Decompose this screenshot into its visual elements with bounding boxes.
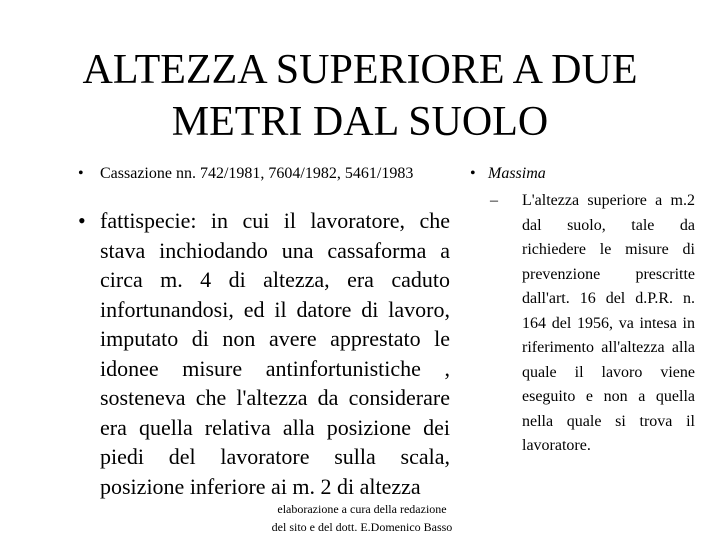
page-title: ALTEZZA SUPERIORE A DUE METRI DAL SUOLO <box>82 47 638 145</box>
facts-text: fattispecie: in cui il lavoratore, che stava inchiodando una cassaforma a circa m. 4 di altezza, era caduto infortunandosi, ed il datore di lavoro, imputato di non avere apprestato le idonee misure antinfortunistiche , sosteneva che l'altezza da considerare era quella relativa alla posizione dei piedi del lavoratore sulla scala, posizione inferiore ai m. 2 di altezza <box>100 208 450 499</box>
massima-item <box>470 189 695 459</box>
massima-text: L'altezza superiore a m.2 dal suolo, tale da richiedere le misure di prevenzione prescritte dall'art. 16 del d.P.R. n. 164 del 1956, va intesa in riferimento all'altezza alla quale il lavoro viene eseguito e non a quella nella quale si trova il lavoratore. <box>522 192 695 454</box>
dash-icon: – <box>490 192 498 209</box>
bullet-icon: • <box>470 165 476 182</box>
bullet-icon: • <box>78 165 84 182</box>
credit-note <box>252 500 472 536</box>
massima-heading <box>470 164 695 184</box>
credit-line-2: del sito e del dott. E.Domenico Basso <box>271 520 453 534</box>
credit-line-1: elaborazione a cura della redazione <box>277 502 447 516</box>
citation-text: Cassazione nn. 742/1981, 7604/1982, 5461/1983 <box>100 165 414 182</box>
left-column <box>78 164 450 501</box>
citation-item <box>78 164 450 184</box>
massima-heading-text: Massima <box>488 165 546 182</box>
bullet-icon: • <box>78 208 86 233</box>
right-column <box>470 164 695 459</box>
facts-item <box>78 206 450 501</box>
